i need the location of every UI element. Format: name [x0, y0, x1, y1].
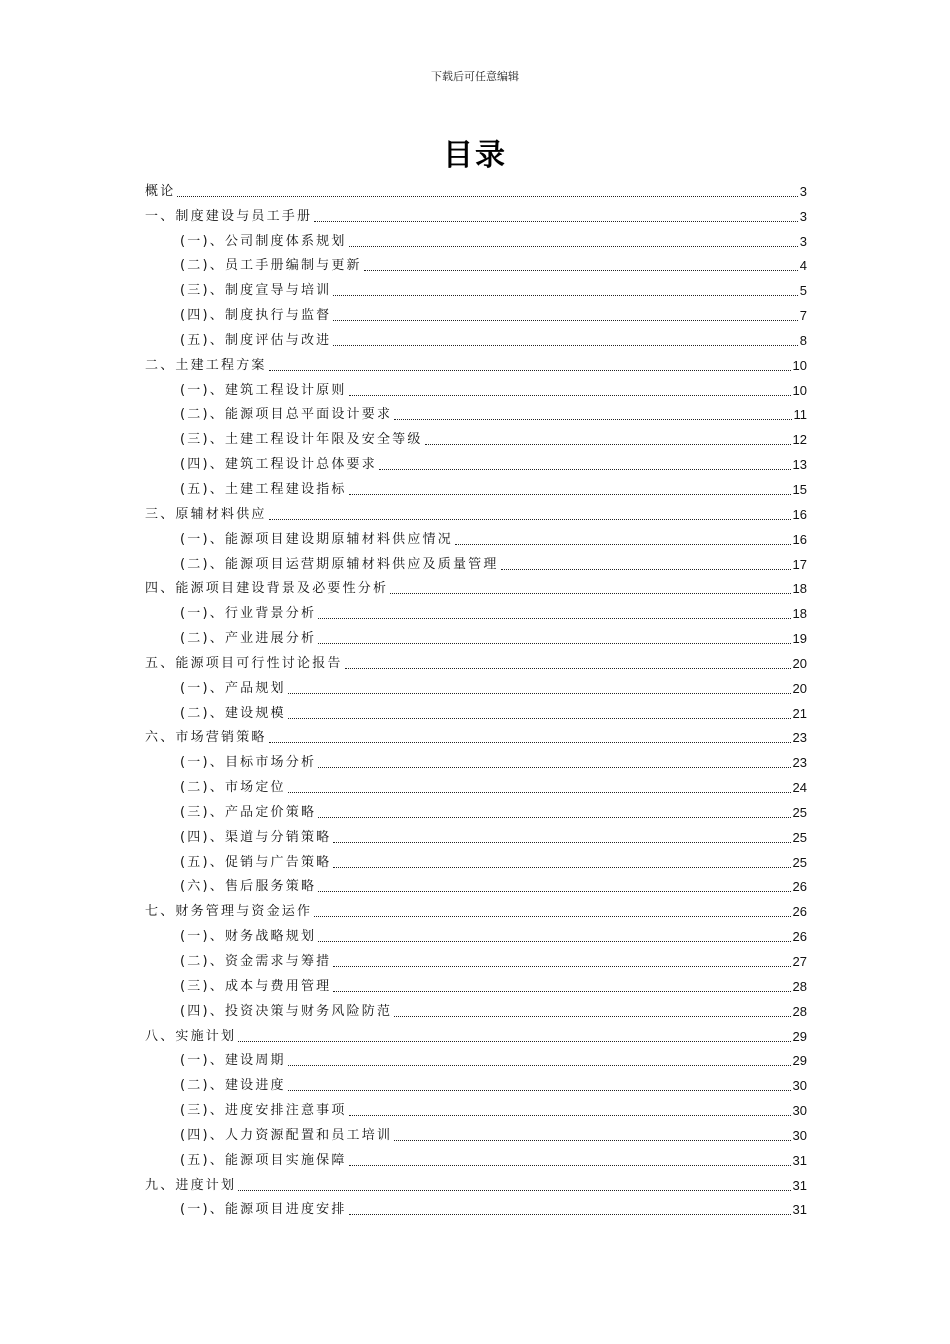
toc-entry-text: (三)、进度安排注意事项 [180, 1103, 347, 1119]
toc-entry-text: 六、市场营销策略 [145, 730, 267, 746]
toc-dot-leader [333, 345, 797, 346]
toc-entry[interactable] [145, 1169, 807, 1194]
toc-entry[interactable] [145, 473, 807, 498]
toc-entry[interactable] [145, 498, 807, 523]
toc-dot-leader [269, 519, 791, 520]
toc-entry[interactable] [145, 1020, 807, 1045]
toc-page-number: 25 [792, 854, 807, 870]
toc-dot-leader [345, 668, 791, 669]
toc-dot-leader [314, 221, 798, 222]
toc-entry[interactable] [145, 399, 807, 424]
toc-dot-leader [333, 867, 790, 868]
toc-dot-leader [349, 246, 798, 247]
toc-entry[interactable] [145, 225, 807, 250]
toc-entry[interactable] [145, 349, 807, 374]
toc-entry[interactable] [145, 1069, 807, 1094]
toc-dot-leader [238, 1041, 790, 1042]
toc-entry-text: (三)、成本与费用管理 [180, 978, 332, 994]
toc-page-number: 23 [792, 755, 807, 771]
toc-entry[interactable] [145, 846, 807, 871]
toc-page-number: 27 [792, 954, 807, 969]
toc-entry[interactable] [145, 175, 807, 200]
toc-dot-leader [349, 1214, 791, 1215]
toc-dot-leader [379, 469, 791, 470]
toc-page-number: 3 [799, 208, 807, 224]
toc-entry-text: (一)、产品规划 [180, 680, 286, 696]
toc-page-number: 29 [792, 1053, 807, 1069]
toc-dot-leader [349, 494, 791, 495]
toc-page-number: 21 [792, 705, 807, 721]
toc-entry-text: (三)、产品定价策略 [180, 804, 317, 820]
toc-page-number: 3 [799, 183, 807, 199]
toc-dot-leader [394, 1140, 790, 1141]
toc-entry-text: (五)、制度评估与改进 [180, 332, 332, 348]
toc-entry[interactable] [145, 796, 807, 821]
toc-entry[interactable] [145, 1094, 807, 1119]
toc-entry-text: (一)、能源项目建设期原辅材料供应情况 [180, 531, 453, 547]
toc-dot-leader [318, 618, 790, 619]
toc-page-number: 16 [792, 531, 807, 547]
toc-entry-text: 五、能源项目可行性讨论报告 [145, 655, 343, 671]
toc-page-number: 30 [792, 1127, 807, 1143]
toc-entry-text: (一)、行业背景分析 [180, 606, 317, 622]
toc-entry[interactable] [145, 746, 807, 771]
toc-entry[interactable] [145, 771, 807, 796]
toc-entry[interactable] [145, 1119, 807, 1144]
toc-page-number: 26 [792, 879, 807, 895]
header-note: 下载后可任意编辑 [431, 70, 519, 83]
toc-entry-text: (四)、投资决策与财务风险防范 [180, 1003, 393, 1019]
table-of-contents [145, 175, 807, 1218]
toc-page-number: 13 [792, 457, 807, 473]
toc-dot-leader [288, 718, 791, 719]
toc-entry[interactable] [145, 647, 807, 672]
toc-entry[interactable] [145, 920, 807, 945]
toc-entry-text: (五)、能源项目实施保障 [180, 1152, 347, 1168]
toc-entry[interactable] [145, 448, 807, 473]
toc-entry-text: 四、能源项目建设背景及必要性分析 [145, 581, 389, 597]
toc-page-number: 31 [792, 1152, 807, 1168]
toc-entry-text: (一)、公司制度体系规划 [180, 233, 347, 249]
toc-dot-leader [288, 1065, 791, 1066]
toc-page-number: 15 [792, 481, 807, 497]
toc-dot-leader [501, 569, 791, 570]
toc-dot-leader [455, 544, 791, 545]
toc-entry[interactable] [145, 423, 807, 448]
toc-page-number: 18 [792, 581, 807, 597]
toc-entry-text: 二、土建工程方案 [145, 357, 267, 373]
toc-entry[interactable] [145, 548, 807, 573]
toc-page-number: 28 [792, 978, 807, 994]
toc-dot-leader [238, 1190, 790, 1191]
toc-entry-text: (二)、能源项目总平面设计要求 [180, 407, 393, 423]
toc-page-number: 4 [799, 258, 807, 274]
toc-entry-text: (五)、促销与广告策略 [180, 854, 332, 870]
toc-entry-text: (五)、土建工程建设指标 [180, 481, 347, 497]
toc-entry[interactable] [145, 597, 807, 622]
toc-entry-text: (一)、建筑工程设计原则 [180, 382, 347, 398]
toc-page-number: 19 [792, 631, 807, 647]
toc-entry-text: (三)、土建工程设计年限及安全等级 [180, 432, 423, 448]
toc-entry[interactable] [145, 573, 807, 598]
toc-entry[interactable] [145, 821, 807, 846]
toc-entry[interactable] [145, 523, 807, 548]
toc-entry-text: (二)、资金需求与筹措 [180, 954, 332, 969]
toc-dot-leader [333, 966, 790, 967]
toc-dot-leader [288, 792, 791, 793]
toc-page-number: 8 [799, 332, 807, 348]
toc-dot-leader [349, 1115, 791, 1116]
toc-page-number: 31 [792, 1202, 807, 1218]
toc-entry[interactable] [145, 324, 807, 349]
toc-entry[interactable] [145, 1045, 807, 1070]
toc-page-number: 29 [792, 1028, 807, 1044]
toc-entry-text: 一、制度建设与员工手册 [145, 208, 313, 224]
toc-entry-text: 三、原辅材料供应 [145, 506, 267, 522]
toc-entry-text: (一)、能源项目进度安排 [180, 1202, 347, 1218]
toc-dot-leader [318, 643, 790, 644]
toc-dot-leader [269, 742, 791, 743]
toc-entry[interactable] [145, 250, 807, 275]
toc-entry-text: (四)、制度执行与监督 [180, 308, 332, 324]
toc-entry-text: 七、财务管理与资金运作 [145, 904, 313, 920]
toc-page-number: 16 [792, 506, 807, 522]
toc-entry[interactable] [145, 1144, 807, 1169]
toc-entry-text: 九、进度计划 [145, 1177, 237, 1193]
toc-dot-leader [394, 419, 791, 420]
toc-entry-text: (二)、建设规模 [180, 705, 286, 721]
toc-dot-leader [288, 1090, 791, 1091]
toc-dot-leader [318, 767, 790, 768]
toc-page-number: 30 [792, 1078, 807, 1094]
toc-dot-leader [349, 1165, 791, 1166]
toc-entry[interactable] [145, 895, 807, 920]
toc-page-number: 17 [792, 556, 807, 572]
toc-page-number: 24 [792, 780, 807, 796]
toc-entry[interactable] [145, 274, 807, 299]
toc-entry-text: (二)、建设进度 [180, 1078, 286, 1094]
toc-entry-text: (二)、市场定位 [180, 780, 286, 796]
toc-entry[interactable] [145, 672, 807, 697]
toc-entry-text: (三)、制度宣导与培训 [180, 283, 332, 299]
toc-entry-text: (四)、建筑工程设计总体要求 [180, 457, 377, 473]
toc-entry[interactable] [145, 995, 807, 1020]
toc-entry-text: (二)、员工手册编制与更新 [180, 258, 362, 274]
toc-dot-leader [333, 320, 797, 321]
toc-page-number: 7 [799, 308, 807, 324]
toc-page-number: 18 [792, 606, 807, 622]
toc-entry[interactable] [145, 945, 807, 970]
toc-entry[interactable] [145, 1194, 807, 1219]
toc-dot-leader [333, 991, 790, 992]
toc-page-number: 28 [792, 1003, 807, 1019]
toc-entry-text: (一)、目标市场分析 [180, 755, 317, 771]
toc-dot-leader [318, 891, 790, 892]
toc-page-number: 30 [792, 1103, 807, 1119]
toc-title: 目录 [443, 138, 507, 173]
toc-entry-text: (二)、产业进展分析 [180, 631, 317, 647]
toc-page-number: 10 [792, 382, 807, 398]
toc-page-number: 11 [793, 407, 807, 423]
toc-entry-text: (一)、建设周期 [180, 1053, 286, 1069]
toc-entry-text: (六)、售后服务策略 [180, 879, 317, 895]
toc-dot-leader [425, 444, 791, 445]
toc-entry-text: 八、实施计划 [145, 1028, 237, 1044]
toc-dot-leader [269, 370, 791, 371]
toc-entry[interactable] [145, 871, 807, 896]
toc-entry-text: (四)、人力资源配置和员工培训 [180, 1127, 393, 1143]
toc-page-number: 26 [792, 929, 807, 945]
toc-entry-text: (一)、财务战略规划 [180, 929, 317, 945]
toc-dot-leader [333, 842, 790, 843]
toc-dot-leader [314, 916, 790, 917]
toc-entry-text: (四)、渠道与分销策略 [180, 829, 332, 845]
toc-entry[interactable] [145, 722, 807, 747]
toc-entry[interactable] [145, 970, 807, 995]
toc-page-number: 20 [792, 680, 807, 696]
toc-page-number: 23 [792, 730, 807, 746]
toc-dot-leader [333, 295, 797, 296]
toc-entry[interactable] [145, 374, 807, 399]
toc-entry[interactable] [145, 200, 807, 225]
toc-dot-leader [349, 395, 791, 396]
toc-dot-leader [394, 1016, 790, 1017]
toc-entry-text: 概论 [145, 183, 176, 199]
toc-page-number: 5 [799, 283, 807, 299]
toc-dot-leader [177, 196, 797, 197]
toc-page-number: 31 [792, 1177, 807, 1193]
toc-dot-leader [318, 941, 790, 942]
toc-page-number: 12 [792, 432, 807, 448]
toc-page-number: 26 [792, 904, 807, 920]
toc-entry-text: (二)、能源项目运营期原辅材料供应及质量管理 [180, 556, 499, 572]
toc-page-number: 3 [799, 233, 807, 249]
toc-page-number: 10 [792, 357, 807, 373]
toc-dot-leader [390, 593, 790, 594]
toc-dot-leader [318, 817, 790, 818]
toc-entry[interactable] [145, 697, 807, 722]
toc-dot-leader [288, 693, 791, 694]
toc-page-number: 20 [792, 655, 807, 671]
toc-entry[interactable] [145, 299, 807, 324]
toc-entry[interactable] [145, 622, 807, 647]
toc-dot-leader [364, 270, 798, 271]
toc-page-number: 25 [792, 829, 807, 845]
toc-page-number: 25 [792, 804, 807, 820]
